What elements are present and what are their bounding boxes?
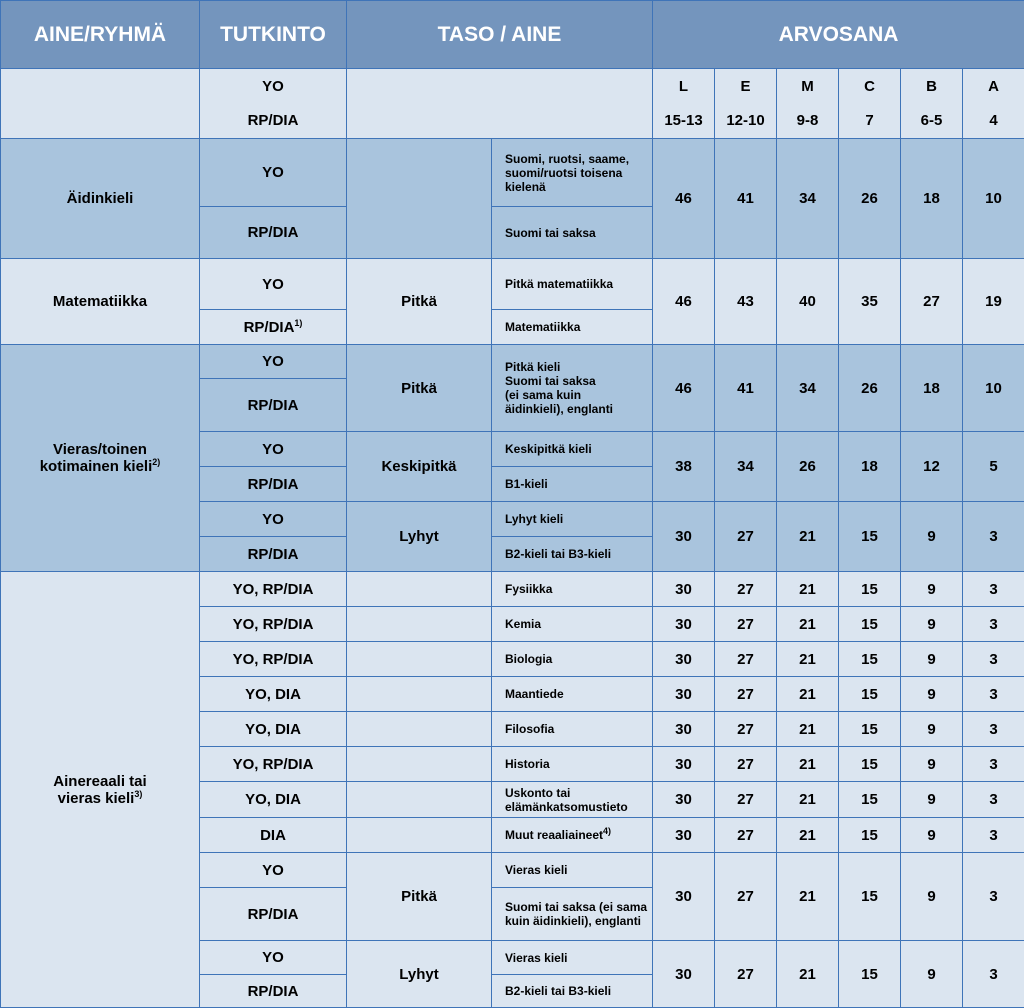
- score-cell: 30: [653, 607, 715, 642]
- score-cell: 30: [653, 502, 715, 572]
- score-cell: 27: [715, 712, 777, 747]
- grade-col-b: [901, 69, 963, 139]
- aine-cell: [492, 818, 653, 853]
- aine-cell: Suomi, ruotsi, saame, suomi/ruotsi toisena kielenä: [492, 139, 653, 207]
- score-cell: 27: [715, 747, 777, 782]
- score-cell: 27: [715, 941, 777, 1008]
- score-cell: 21: [777, 853, 839, 941]
- score-cell: 9: [901, 677, 963, 712]
- aine-text: Muut reaaliaineet: [505, 828, 603, 842]
- header-tutkinto: TUTKINTO: [200, 1, 347, 69]
- score-cell: 30: [653, 747, 715, 782]
- score-cell: 5: [963, 432, 1024, 502]
- score-cell: 43: [715, 259, 777, 345]
- score-cell: 27: [715, 818, 777, 853]
- table-row: [1, 345, 1024, 379]
- aine-cell: Kemia: [492, 607, 653, 642]
- group-aidinkieli: Äidinkieli: [1, 139, 200, 259]
- score-cell: 30: [653, 642, 715, 677]
- tutkinto-cell: YO: [200, 853, 347, 888]
- score-cell: 27: [715, 677, 777, 712]
- taso-cell: [347, 747, 492, 782]
- score-cell: 27: [715, 642, 777, 677]
- score-cell: 18: [901, 345, 963, 432]
- tutkinto-cell: YO, RP/DIA: [200, 607, 347, 642]
- taso-cell: Pitkä: [347, 259, 492, 345]
- grade-letter: E: [715, 70, 776, 104]
- grade-header-row: [1, 69, 1024, 139]
- score-cell: 21: [777, 677, 839, 712]
- tutkinto-cell: RP/DIA: [200, 467, 347, 502]
- taso-cell: Pitkä: [347, 853, 492, 941]
- score-cell: 3: [963, 818, 1024, 853]
- grade-col-a: [963, 69, 1024, 139]
- tutkinto-cell: YO: [200, 502, 347, 537]
- aine-cell: [492, 782, 653, 818]
- score-cell: 15: [839, 712, 901, 747]
- score-cell: 21: [777, 572, 839, 607]
- score-cell: 3: [963, 712, 1024, 747]
- taso-cell: [347, 642, 492, 677]
- grade-header-empty: [1, 69, 200, 139]
- score-cell: 10: [963, 345, 1024, 432]
- score-cell: 9: [901, 642, 963, 677]
- taso-cell: Keskipitkä: [347, 432, 492, 502]
- score-cell: 27: [715, 502, 777, 572]
- score-cell: 26: [777, 432, 839, 502]
- score-cell: 9: [901, 782, 963, 818]
- footnote-marker: 1): [294, 318, 302, 328]
- grade-header-taso-empty: [347, 69, 653, 139]
- taso-cell: [347, 712, 492, 747]
- score-cell: 10: [963, 139, 1024, 259]
- aine-cell: Suomi tai saksa: [492, 207, 653, 259]
- grade-letter: A: [963, 70, 1024, 104]
- tutkinto-cell: YO, DIA: [200, 782, 347, 818]
- score-cell: 21: [777, 747, 839, 782]
- table-row: [1, 572, 1024, 607]
- score-cell: 19: [963, 259, 1024, 345]
- grade-letter: C: [839, 70, 900, 104]
- aine-cell: Matematiikka: [492, 310, 653, 345]
- score-cell: 27: [715, 853, 777, 941]
- aine-cell: Fysiikka: [492, 572, 653, 607]
- aine-cell: B1-kieli: [492, 467, 653, 502]
- aine-cell: Vieras kieli: [492, 941, 653, 975]
- taso-cell: [347, 572, 492, 607]
- score-cell: 30: [653, 782, 715, 818]
- tutkinto-cell: RP/DIA: [200, 379, 347, 432]
- aine-cell: B2-kieli tai B3-kieli: [492, 975, 653, 1008]
- score-cell: 26: [839, 139, 901, 259]
- score-cell: 26: [839, 345, 901, 432]
- tutkinto-cell: YO: [200, 139, 347, 207]
- grade-range: 9-8: [777, 104, 838, 138]
- grade-range: 7: [839, 104, 900, 138]
- score-cell: 18: [839, 432, 901, 502]
- score-cell: 15: [839, 853, 901, 941]
- group-ainereaali: [1, 572, 200, 1008]
- tutkinto-cell: YO: [200, 432, 347, 467]
- footnote-marker: 4): [603, 826, 611, 836]
- taso-cell: [347, 139, 492, 259]
- score-cell: 15: [839, 941, 901, 1008]
- group-vieras-kieli: [1, 345, 200, 572]
- score-cell: 9: [901, 747, 963, 782]
- score-cell: 9: [901, 607, 963, 642]
- aine-cell: Maantiede: [492, 677, 653, 712]
- tutkinto-cell: YO: [200, 259, 347, 310]
- table-row: [1, 259, 1024, 310]
- score-cell: 30: [653, 572, 715, 607]
- score-cell: 9: [901, 853, 963, 941]
- score-cell: 15: [839, 818, 901, 853]
- score-cell: 18: [901, 139, 963, 259]
- tutkinto-text: RP/DIA: [244, 319, 295, 336]
- tutkinto-cell: RP/DIA: [200, 207, 347, 259]
- score-cell: 3: [963, 941, 1024, 1008]
- score-cell: 9: [901, 502, 963, 572]
- grade-header-yo: YO: [200, 70, 346, 104]
- score-cell: 12: [901, 432, 963, 502]
- score-cell: 3: [963, 782, 1024, 818]
- table-row: [1, 139, 1024, 207]
- score-cell: 15: [839, 747, 901, 782]
- aine-cell: Suomi tai saksa (ei sama kuin äidinkieli), englanti: [492, 888, 653, 941]
- score-cell: 15: [839, 677, 901, 712]
- score-cell: 30: [653, 941, 715, 1008]
- grade-header-rp: RP/DIA: [200, 104, 346, 138]
- aine-cell: [492, 345, 653, 432]
- score-cell: 27: [901, 259, 963, 345]
- grade-header-tutkinto: [200, 69, 347, 139]
- score-cell: 3: [963, 853, 1024, 941]
- grade-letter: B: [901, 70, 962, 104]
- group-matematiikka: Matematiikka: [1, 259, 200, 345]
- aine-line: (ei sama kuin: [505, 388, 581, 402]
- score-cell: 21: [777, 712, 839, 747]
- score-cell: 9: [901, 941, 963, 1008]
- grade-range: 6-5: [901, 104, 962, 138]
- aine-line: elämänkatsomustieto: [505, 800, 628, 814]
- score-cell: 3: [963, 607, 1024, 642]
- header-taso-aine: TASO / AINE: [347, 1, 653, 69]
- grade-range: 12-10: [715, 104, 776, 138]
- grade-letter: L: [653, 70, 714, 104]
- score-cell: 40: [777, 259, 839, 345]
- score-cell: 15: [839, 782, 901, 818]
- score-cell: 34: [715, 432, 777, 502]
- taso-cell: Lyhyt: [347, 502, 492, 572]
- grade-col-m: [777, 69, 839, 139]
- score-cell: 21: [777, 642, 839, 677]
- footnote-marker: 3): [134, 789, 142, 799]
- score-cell: 30: [653, 677, 715, 712]
- aine-cell: Filosofia: [492, 712, 653, 747]
- score-cell: 15: [839, 502, 901, 572]
- header-row: [1, 1, 1024, 69]
- aine-line: Pitkä kieli: [505, 360, 560, 374]
- tutkinto-cell: RP/DIA: [200, 537, 347, 572]
- taso-cell: Lyhyt: [347, 941, 492, 1008]
- score-cell: 30: [653, 818, 715, 853]
- aine-line: äidinkieli), englanti: [505, 402, 613, 416]
- score-cell: 9: [901, 818, 963, 853]
- taso-cell: [347, 607, 492, 642]
- score-cell: 21: [777, 607, 839, 642]
- score-cell: 30: [653, 712, 715, 747]
- score-cell: 38: [653, 432, 715, 502]
- group-label-line1: Vieras/toinen: [53, 441, 147, 458]
- tutkinto-cell: YO, DIA: [200, 712, 347, 747]
- tutkinto-cell: YO, RP/DIA: [200, 642, 347, 677]
- taso-cell: [347, 818, 492, 853]
- score-cell: 41: [715, 345, 777, 432]
- tutkinto-cell: RP/DIA: [200, 975, 347, 1008]
- tutkinto-cell: DIA: [200, 818, 347, 853]
- grade-col-l: [653, 69, 715, 139]
- score-cell: 46: [653, 259, 715, 345]
- taso-cell: Pitkä: [347, 345, 492, 432]
- score-cell: 15: [839, 572, 901, 607]
- aine-cell: Lyhyt kieli: [492, 502, 653, 537]
- grade-range: 4: [963, 104, 1024, 138]
- score-cell: 3: [963, 502, 1024, 572]
- score-cell: 3: [963, 747, 1024, 782]
- aine-cell: Biologia: [492, 642, 653, 677]
- group-label-line1: Ainereaali tai: [53, 773, 146, 790]
- grade-letter: M: [777, 70, 838, 104]
- aine-cell: Vieras kieli: [492, 853, 653, 888]
- aine-line: Uskonto tai: [505, 786, 570, 800]
- score-cell: 21: [777, 782, 839, 818]
- tutkinto-cell: YO, RP/DIA: [200, 572, 347, 607]
- score-cell: 9: [901, 572, 963, 607]
- score-cell: 34: [777, 345, 839, 432]
- tutkinto-cell: YO: [200, 941, 347, 975]
- score-cell: 9: [901, 712, 963, 747]
- taso-cell: [347, 677, 492, 712]
- score-cell: 3: [963, 572, 1024, 607]
- tutkinto-cell: YO: [200, 345, 347, 379]
- taso-cell: [347, 782, 492, 818]
- score-cell: 30: [653, 853, 715, 941]
- group-label-line2: vieras kieli: [58, 790, 135, 807]
- score-cell: 21: [777, 941, 839, 1008]
- score-cell: 15: [839, 642, 901, 677]
- grade-col-e: [715, 69, 777, 139]
- score-cell: 15: [839, 607, 901, 642]
- score-cell: 27: [715, 572, 777, 607]
- tutkinto-cell: RP/DIA: [200, 888, 347, 941]
- tutkinto-cell: YO, DIA: [200, 677, 347, 712]
- score-cell: 41: [715, 139, 777, 259]
- score-cell: 34: [777, 139, 839, 259]
- header-aine-ryhma: AINE/RYHMÄ: [1, 1, 200, 69]
- score-cell: 35: [839, 259, 901, 345]
- tutkinto-cell: [200, 310, 347, 345]
- aine-cell: Keskipitkä kieli: [492, 432, 653, 467]
- grade-range: 15-13: [653, 104, 714, 138]
- score-cell: 3: [963, 642, 1024, 677]
- footnote-marker: 2): [152, 457, 160, 467]
- aine-line: Suomi tai saksa: [505, 374, 596, 388]
- grade-col-c: [839, 69, 901, 139]
- aine-cell: Pitkä matematiikka: [492, 259, 653, 310]
- score-cell: 27: [715, 607, 777, 642]
- header-arvosana: ARVOSANA: [653, 1, 1024, 69]
- score-cell: 21: [777, 818, 839, 853]
- score-cell: 21: [777, 502, 839, 572]
- score-cell: 27: [715, 782, 777, 818]
- aine-cell: Historia: [492, 747, 653, 782]
- score-cell: 3: [963, 677, 1024, 712]
- tutkinto-cell: YO, RP/DIA: [200, 747, 347, 782]
- score-cell: 46: [653, 139, 715, 259]
- score-cell: 46: [653, 345, 715, 432]
- group-label-line2: kotimainen kieli: [40, 458, 153, 475]
- aine-cell: B2-kieli tai B3-kieli: [492, 537, 653, 572]
